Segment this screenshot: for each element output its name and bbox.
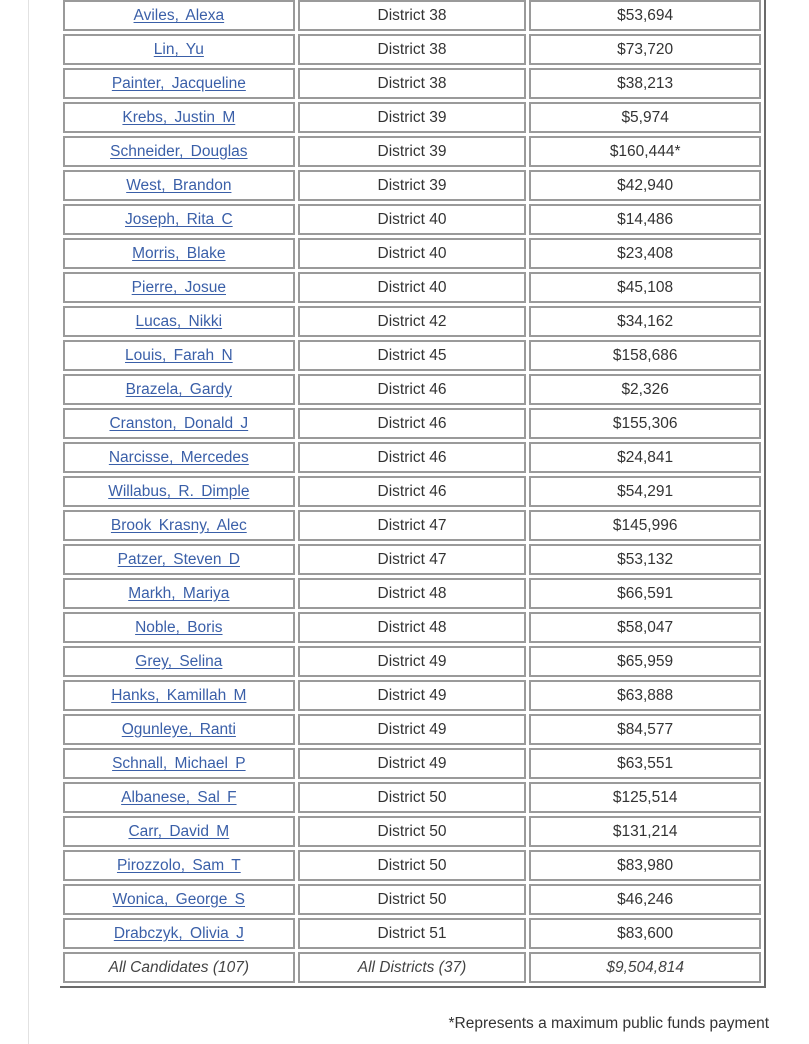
candidate-name-cell (63, 238, 295, 269)
candidate-name-cell (63, 374, 295, 405)
table-row (63, 578, 761, 609)
amount-cell: $34,162 (529, 306, 761, 337)
candidate-link[interactable]: Cranston, Donald J (109, 414, 249, 432)
table-row (63, 238, 761, 269)
amount-cell: $24,841 (529, 442, 761, 473)
amount-cell: $2,326 (529, 374, 761, 405)
table-row (63, 306, 761, 337)
district-cell: District 50 (298, 816, 527, 847)
district-cell: District 50 (298, 782, 527, 813)
table-row (63, 136, 761, 167)
candidates-table-body (63, 0, 761, 983)
amount-cell: $53,132 (529, 544, 761, 575)
candidate-name-cell (63, 204, 295, 235)
candidates-table (60, 0, 764, 986)
candidate-name-cell (63, 884, 295, 915)
table-row (63, 34, 761, 65)
amount-cell: $155,306 (529, 408, 761, 439)
table-row (63, 340, 761, 371)
table-row (63, 884, 761, 915)
district-cell: District 42 (298, 306, 527, 337)
amount-cell: $83,600 (529, 918, 761, 949)
table-row (63, 918, 761, 949)
total-districts-cell: All Districts (37) (298, 952, 527, 983)
table-row (63, 612, 761, 643)
amount-cell: $63,888 (529, 680, 761, 711)
district-cell: District 45 (298, 340, 527, 371)
table-row (63, 170, 761, 201)
table-row (63, 204, 761, 235)
amount-cell: $38,213 (529, 68, 761, 99)
totals-row (63, 952, 761, 983)
table-row (63, 816, 761, 847)
district-cell: District 50 (298, 884, 527, 915)
amount-cell: $158,686 (529, 340, 761, 371)
district-cell: District 49 (298, 646, 527, 677)
candidate-name-cell (63, 510, 295, 541)
table-row (63, 272, 761, 303)
district-cell: District 46 (298, 442, 527, 473)
candidate-name-cell (63, 782, 295, 813)
table-row (63, 680, 761, 711)
district-cell: District 49 (298, 748, 527, 779)
district-cell: District 48 (298, 578, 527, 609)
district-cell: District 49 (298, 714, 527, 745)
table-row (63, 442, 761, 473)
amount-cell: $66,591 (529, 578, 761, 609)
district-cell: District 49 (298, 680, 527, 711)
candidate-link[interactable]: Joseph, Rita C (125, 210, 233, 228)
amount-cell: $14,486 (529, 204, 761, 235)
table-row (63, 544, 761, 575)
district-cell: District 51 (298, 918, 527, 949)
candidate-link[interactable]: Patzer, Steven D (117, 550, 240, 568)
district-cell: District 40 (298, 272, 527, 303)
candidate-link[interactable]: Lin, Yu (153, 40, 204, 58)
candidate-link[interactable]: Markh, Mariya (128, 584, 230, 602)
candidate-name-cell (63, 34, 295, 65)
candidate-name-cell (63, 170, 295, 201)
amount-cell: $46,246 (529, 884, 761, 915)
candidate-name-cell (63, 850, 295, 881)
amount-cell: $45,108 (529, 272, 761, 303)
candidate-link[interactable]: Aviles, Alexa (133, 6, 225, 24)
amount-cell: $84,577 (529, 714, 761, 745)
total-amount-cell: $9,504,814 (529, 952, 761, 983)
district-cell: District 38 (298, 68, 527, 99)
candidate-link[interactable]: Schnall, Michael P (112, 754, 246, 772)
candidate-link[interactable]: Noble, Boris (135, 618, 223, 636)
amount-cell: $23,408 (529, 238, 761, 269)
amount-cell: $42,940 (529, 170, 761, 201)
footnote: *Represents a maximum public funds payment (448, 1015, 769, 1032)
candidate-link[interactable]: Brazela, Gardy (125, 380, 233, 398)
table-row (63, 748, 761, 779)
candidate-name-cell (63, 544, 295, 575)
candidate-name-cell (63, 680, 295, 711)
district-cell: District 39 (298, 102, 527, 133)
district-cell: District 39 (298, 136, 527, 167)
candidate-link[interactable]: Morris, Blake (132, 244, 226, 262)
candidate-link[interactable]: Louis, Farah N (125, 346, 233, 364)
table-row (63, 408, 761, 439)
district-cell: District 38 (298, 0, 527, 31)
amount-cell: $53,694 (529, 0, 761, 31)
candidate-link[interactable]: Wonica, George S (112, 890, 246, 908)
district-cell: District 50 (298, 850, 527, 881)
candidate-link[interactable]: Carr, David M (128, 822, 230, 840)
district-cell: District 39 (298, 170, 527, 201)
candidate-link[interactable]: Krebs, Justin M (122, 108, 236, 126)
candidate-name-cell (63, 0, 295, 31)
candidate-name-cell (63, 646, 295, 677)
candidate-name-cell (63, 408, 295, 439)
candidate-name-cell (63, 442, 295, 473)
amount-cell: $131,214 (529, 816, 761, 847)
district-cell: District 47 (298, 544, 527, 575)
candidate-link[interactable]: Albanese, Sal F (121, 788, 237, 806)
candidate-name-cell (63, 816, 295, 847)
candidate-link[interactable]: Hanks, Kamillah M (111, 686, 247, 704)
candidate-link[interactable]: Schneider, Douglas (110, 142, 248, 160)
amount-cell: $54,291 (529, 476, 761, 507)
candidate-link[interactable]: Willabus, R. Dimple (108, 482, 250, 500)
district-cell: District 40 (298, 204, 527, 235)
amount-cell: $5,974 (529, 102, 761, 133)
table-row (63, 510, 761, 541)
candidate-link[interactable]: Grey, Selina (135, 652, 223, 670)
amount-cell: $83,980 (529, 850, 761, 881)
candidate-link[interactable]: Drabczyk, Olivia J (113, 924, 244, 942)
table-row (63, 714, 761, 745)
candidate-link[interactable]: Painter, Jacqueline (111, 74, 246, 92)
table-row (63, 68, 761, 99)
district-cell: District 38 (298, 34, 527, 65)
table-row (63, 476, 761, 507)
table-row (63, 782, 761, 813)
candidate-name-cell (63, 476, 295, 507)
district-cell: District 47 (298, 510, 527, 541)
candidate-name-cell (63, 612, 295, 643)
district-cell: District 46 (298, 408, 527, 439)
table-row (63, 0, 761, 31)
table-row (63, 102, 761, 133)
amount-cell: $160,444* (529, 136, 761, 167)
candidate-name-cell (63, 272, 295, 303)
candidate-link[interactable]: Pirozzolo, Sam T (116, 856, 241, 874)
candidate-name-cell (63, 306, 295, 337)
table-row (63, 374, 761, 405)
amount-cell: $58,047 (529, 612, 761, 643)
district-cell: District 46 (298, 476, 527, 507)
district-cell: District 46 (298, 374, 527, 405)
candidate-name-cell (63, 578, 295, 609)
candidate-name-cell (63, 102, 295, 133)
table-row (63, 850, 761, 881)
candidate-link[interactable]: Brook Krasny, Alec (110, 516, 247, 534)
candidate-link[interactable]: Narcisse, Mercedes (108, 448, 249, 466)
candidate-link[interactable]: Ogunleye, Ranti (121, 720, 236, 738)
left-divider (28, 0, 29, 1044)
candidate-link[interactable]: Lucas, Nikki (135, 312, 223, 330)
candidate-name-cell (63, 68, 295, 99)
candidate-link[interactable]: Pierre, Josue (131, 278, 226, 296)
amount-cell: $63,551 (529, 748, 761, 779)
candidates-table-wrapper (60, 0, 766, 988)
candidate-name-cell (63, 714, 295, 745)
candidate-name-cell (63, 918, 295, 949)
district-cell: District 48 (298, 612, 527, 643)
amount-cell: $125,514 (529, 782, 761, 813)
table-row (63, 646, 761, 677)
amount-cell: $65,959 (529, 646, 761, 677)
district-cell: District 40 (298, 238, 527, 269)
amount-cell: $145,996 (529, 510, 761, 541)
candidate-link[interactable]: West, Brandon (126, 176, 232, 194)
amount-cell: $73,720 (529, 34, 761, 65)
total-candidates-cell: All Candidates (107) (63, 952, 295, 983)
candidate-name-cell (63, 136, 295, 167)
candidate-name-cell (63, 748, 295, 779)
candidate-name-cell (63, 340, 295, 371)
